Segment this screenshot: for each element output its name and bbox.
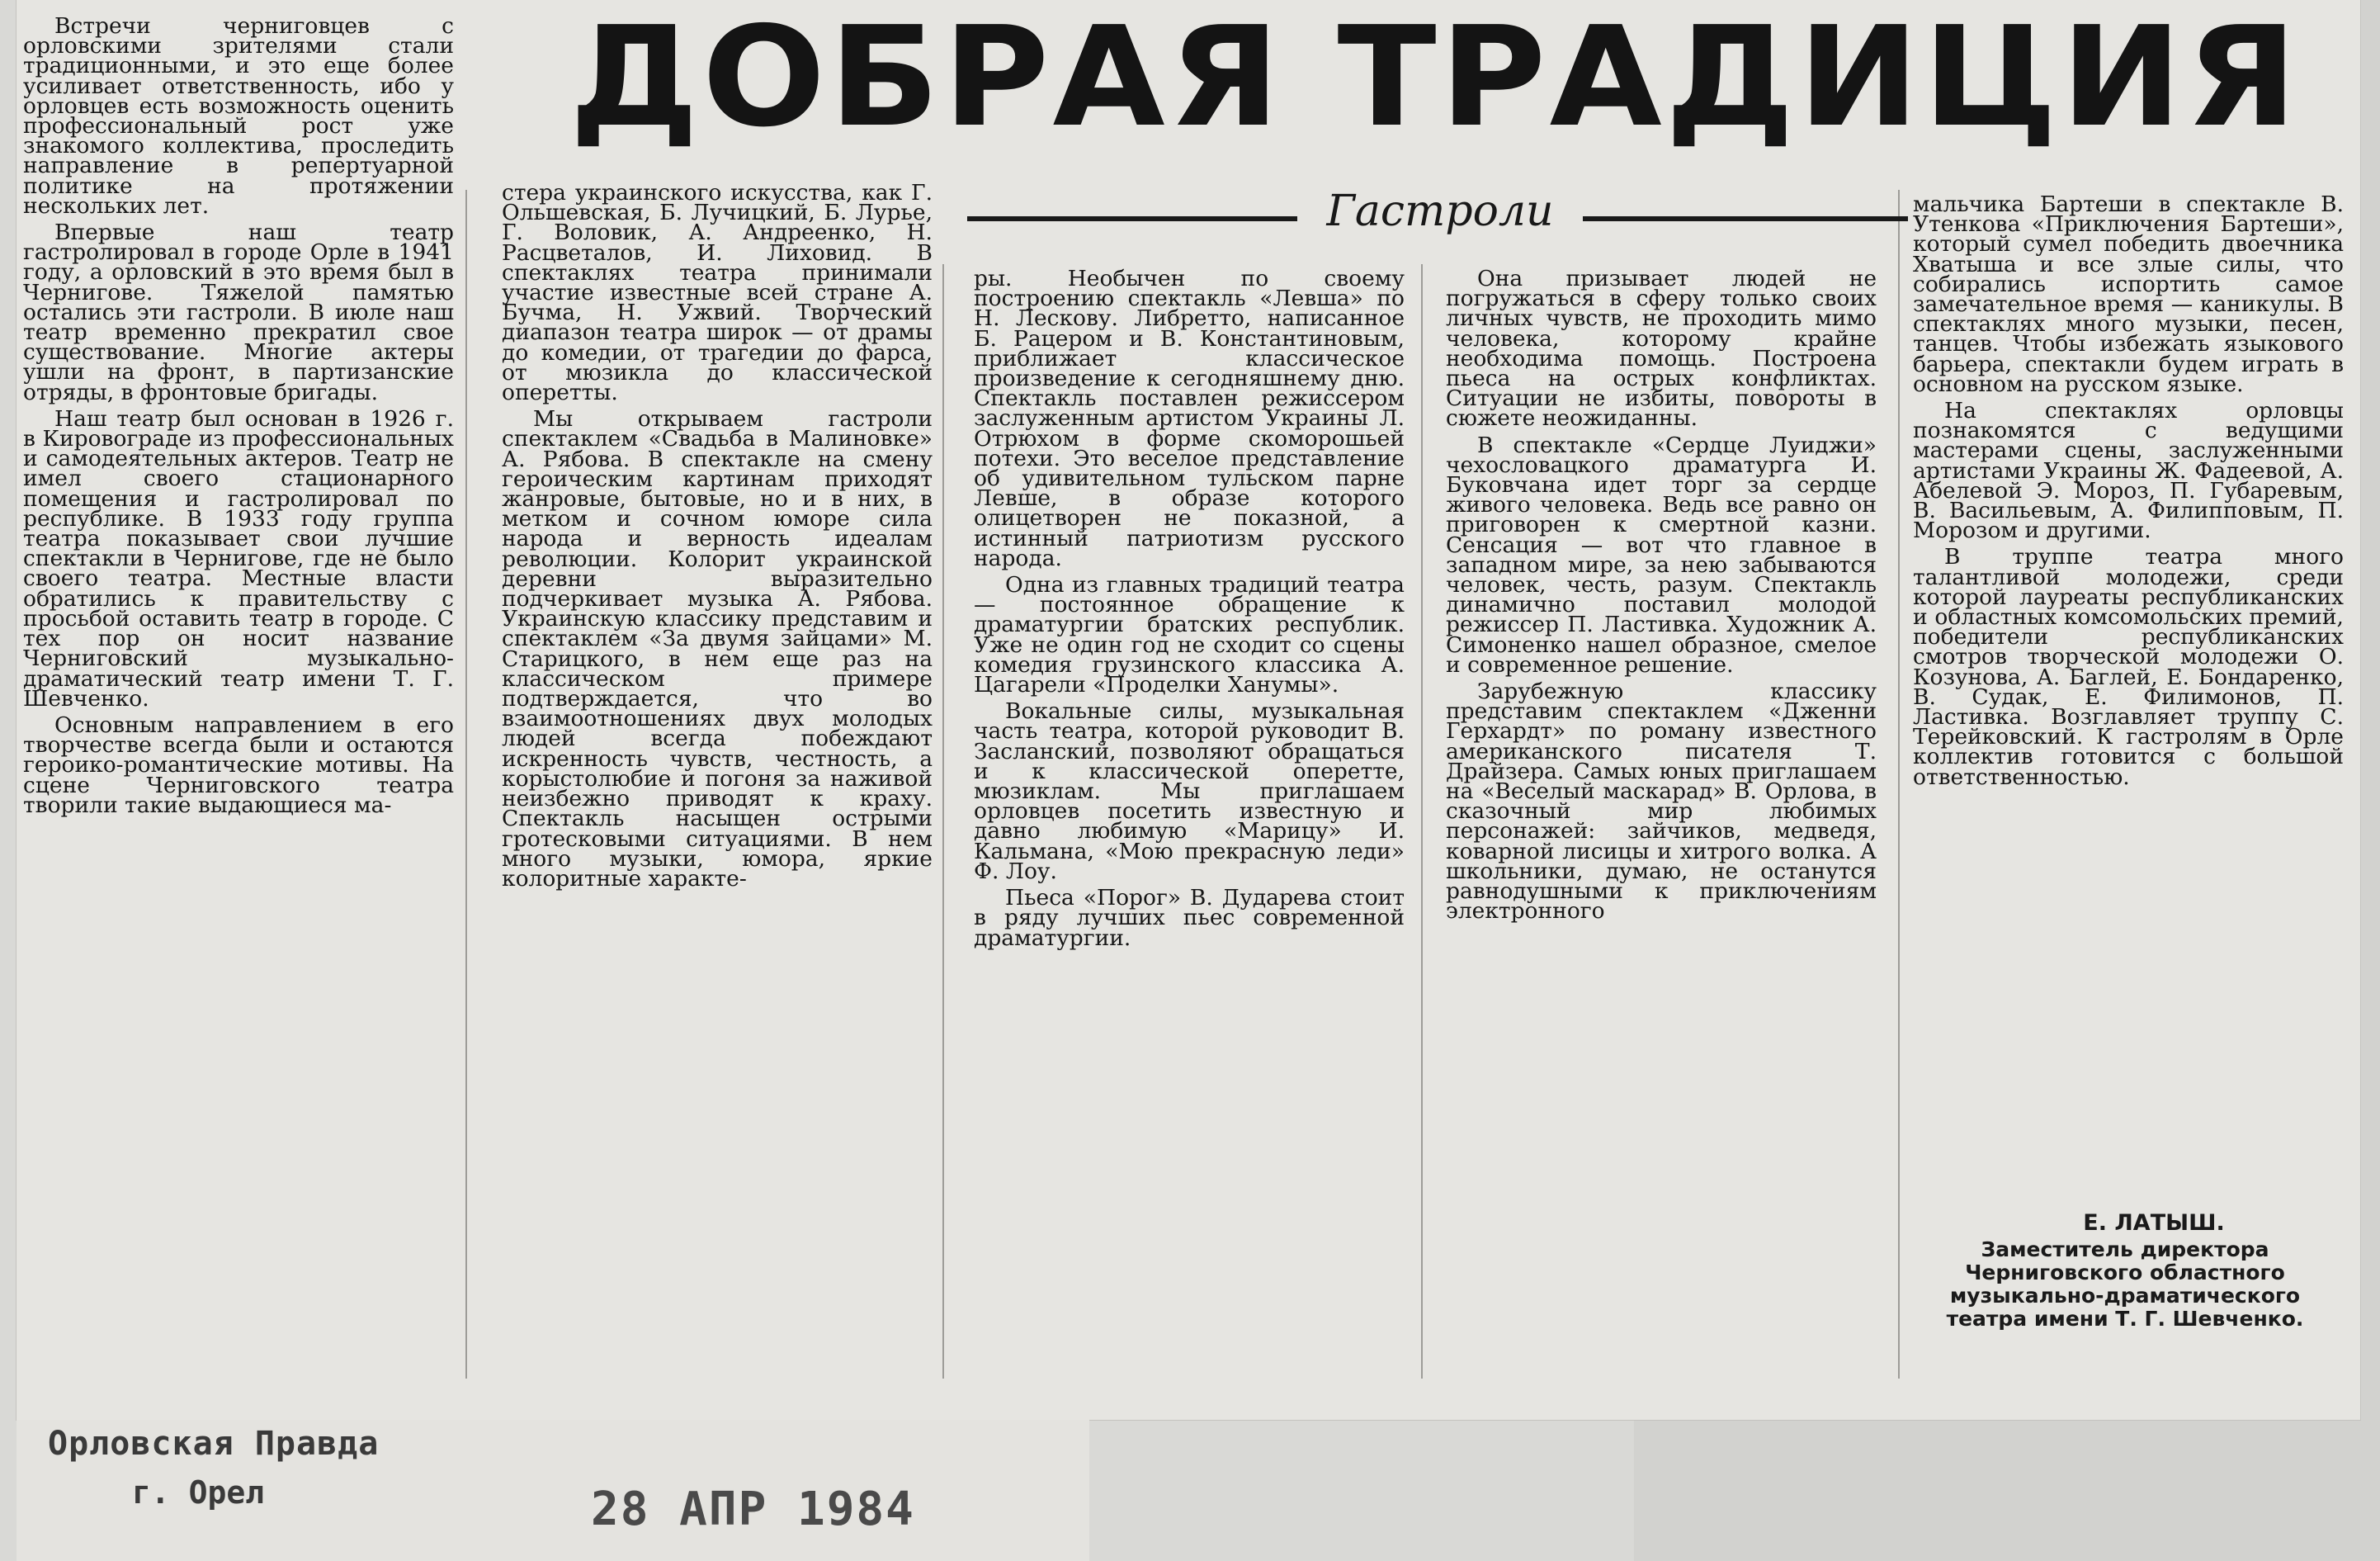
article-column-1 — [23, 13, 454, 818]
column-rule — [1421, 264, 1423, 1379]
article-column-2 — [502, 180, 933, 892]
paragraph: На спектаклях орловцы познакомятся с ведущими мастерами сцены, заслуженными артистами Украины Ж. Фадеевой, А. Абелевой Э. Мороз, П. Губаревым, В. Васильевым, А. Филипповым, П. Морозом и другими. — [1913, 398, 2344, 544]
paragraph: Основным направлением в его творчестве всегда были и остаются героико-романтические мотивы. На сцене Черниговского театра творили такие выдающиеся ма- — [23, 712, 454, 818]
author-name: Е. ЛАТЫШ. — [2083, 1210, 2225, 1236]
rubric — [967, 183, 1908, 241]
paragraph: ры. Необычен по своему построению спектакль «Левша» по Н. Лескову. Либретто, написанное Б. Рацером и В. Константиновым, приближает классическое произведение к сегодняшнему дню. Спектакль поставлен режиссером заслуженным артистом Украины Л. Отрюхом в форме скоморошьей потехи. Это веселое представление об удивительном тульском парне Левше, в образе которого олицетворен не показной, а истинный патриотизм русского народа. — [974, 266, 1405, 571]
rubric-rule-right — [1583, 216, 1908, 221]
paragraph: Зарубежную классику представим спектаклем «Дженни Герхардт» по роману известного американского писателя Т. Драйзера. Самых юных приглашаем на «Веселый маскарад» В. Орлова, в сказочный мир любимых персонажей: зайчиков, медведя, коварной лисицы и хитрого волка. А школьники, думаю, не останутся равнодушными к приключениям электронного — [1446, 679, 1877, 925]
paragraph: Она призывает людей не погружаться в сферу только своих личных чувств, не проходить мимо человека, которому крайне необходима помощь. Построена пьеса на острых конфликтах. Ситуации не избиты, повороты в сюжете неожиданны. — [1446, 266, 1877, 432]
paragraph: Наш театр был основан в 1926 г. в Кировограде из профессиональных и самодеятельных актеров. Театр не имел своего стационарного помещения и гастролировал по республике. В 1933 году группа театра показывает свои лучшие спектакли в Чернигове, где не было своего театра. Местные власти обратились к правительству с просьбой оставить театр в городе. С тех пор он носит название Черниговский музыкально-драматический театр имени Т. Г. Шевченко. — [23, 405, 454, 712]
rubric-rule-left — [967, 216, 1297, 221]
column-rule — [1898, 190, 1900, 1379]
city-stamp: г. Орел — [132, 1474, 265, 1511]
article-column-5 — [1913, 192, 2344, 790]
paragraph: Пьеса «Порог» В. Дударева стоит в ряду лучших пьес современной драматургии. — [974, 885, 1405, 951]
paragraph: Мы открываем гастроли спектаклем «Свадьба в Малиновке» А. Рябова. В спектакле на смену героическим картинам приходят жанровые, бытовые, но и в них, в метком и сочном юморе сила народа и верность идеалам революции. Колорит украинской деревни выразительно подчеркивает музыка А. Рябова. Украинскую классику представим и спектаклем «За двумя зайцами» М. Старицкого, в нем еще раз на классическом примере подтверждается, что во взаимоотношениях двух молодых людей всегда побеждают искренность чувств, честность, а корыстолюбие и погоня за наживой неизбежно приводят к краху. Спектакль насыщен острыми гротесковыми ситуациями. В нем много музыки, юмора, яркие колоритные характе- — [502, 406, 933, 892]
column-rule — [942, 264, 944, 1379]
column-rule — [465, 190, 467, 1379]
paragraph: В спектакле «Сердце Луиджи» чехословацкого драматурга И. Буковчана идет торг за сердце живого человека. Ведь все равно он приговорен к смертной казни. Сенсация — вот что главное в западном мире, за нею забываются человек, честь, разум. Спектакль динамично поставил молодой режиссер П. Ластивка. Художник А. Симоненко нашел образное, смелое и современное решение. — [1446, 432, 1877, 678]
article-column-3 — [974, 266, 1405, 951]
newspaper-name-stamp: Орловская Правда — [48, 1425, 380, 1463]
paragraph: Вокальные силы, музыкальная часть театра, которой руководит В. Засланский, позволяют обращаться и к классической оперетте, мюзиклам. Мы приглашаем орловцев посетить известную и давно любимую «Марицу» И. Кальмана, «Мою прекрасную леди» Ф. Лоу. — [974, 698, 1405, 884]
paragraph: Впервые наш театр гастролировал в городе Орле в 1941 году, а орловский в это время был в Чернигове. Тяжелой памятью остались эти гастроли. В июле наш театр временно прекратил свое существование. Многие актеры ушли на фронт, в партизанские отряды, в фронтовые бригады. — [23, 220, 454, 405]
date-stamp: 28 АПР 1984 — [591, 1483, 915, 1536]
author-position: Заместитель директора Черниговского областного музыкально-драматического театра имени Т. Г. Шевченко. — [1946, 1237, 2304, 1331]
paragraph: В труппе театра много талантливой молодежи, среди которой лауреаты республиканских и областных комсомольских премий, победители республиканских смотров творческой молодежи О. Козунова, А. Баглей, Е. Бондаренко, В. Судак, Е. Филимонов, П. Ластивка. Возглавляет труппу С. Терейковский. К гастролям в Орле коллектив готовится с большой ответственностью. — [1913, 544, 2344, 790]
headline: ДОБРАЯ ТРАДИЦИЯ — [569, 0, 2301, 158]
article-column-4 — [1446, 266, 1877, 925]
rubric-label: Гастроли — [1326, 187, 1554, 236]
paragraph: Встречи черниговцев с орловскими зрителями стали традиционными, и это еще более усиливает ответственность, ибо у орловцев есть возможность оценить профессиональный рост уже знакомого коллектива, проследить направление в репертуарной политике на протяжении нескольких лет. — [23, 13, 454, 219]
paragraph: стера украинского искусства, как Г. Ольшевская, Б. Лучицкий, Б. Лурье, Г. Воловик, А. Андреенко, Н. Расцветалов, И. Лиховид. В спектаклях театра принимали участие известные всей стране А. Бучма, Н. Ужвий. Творческий диапазон театра широк — от драмы до комедии, от трагедии до фарса, от мюзикла до классической оперетты. — [502, 180, 933, 406]
paragraph: мальчика Бартеши в спектакле В. Утенкова «Приключения Бартеши», который сумел победить двоечника Хватыша и все злые силы, что собирались испортить самое замечательное время — каникулы. В спектаклях много музыки, песен, танцев. Чтобы избежать языкового барьера, спектакли будем играть в основном на русском языке. — [1913, 192, 2344, 397]
paragraph: Одна из главных традиций театра — постоянное обращение к драматургии братских республик. Уже не один год не сходит со сцены комедия грузинского классика А. Цагарели «Проделки Ханумы». — [974, 572, 1405, 698]
